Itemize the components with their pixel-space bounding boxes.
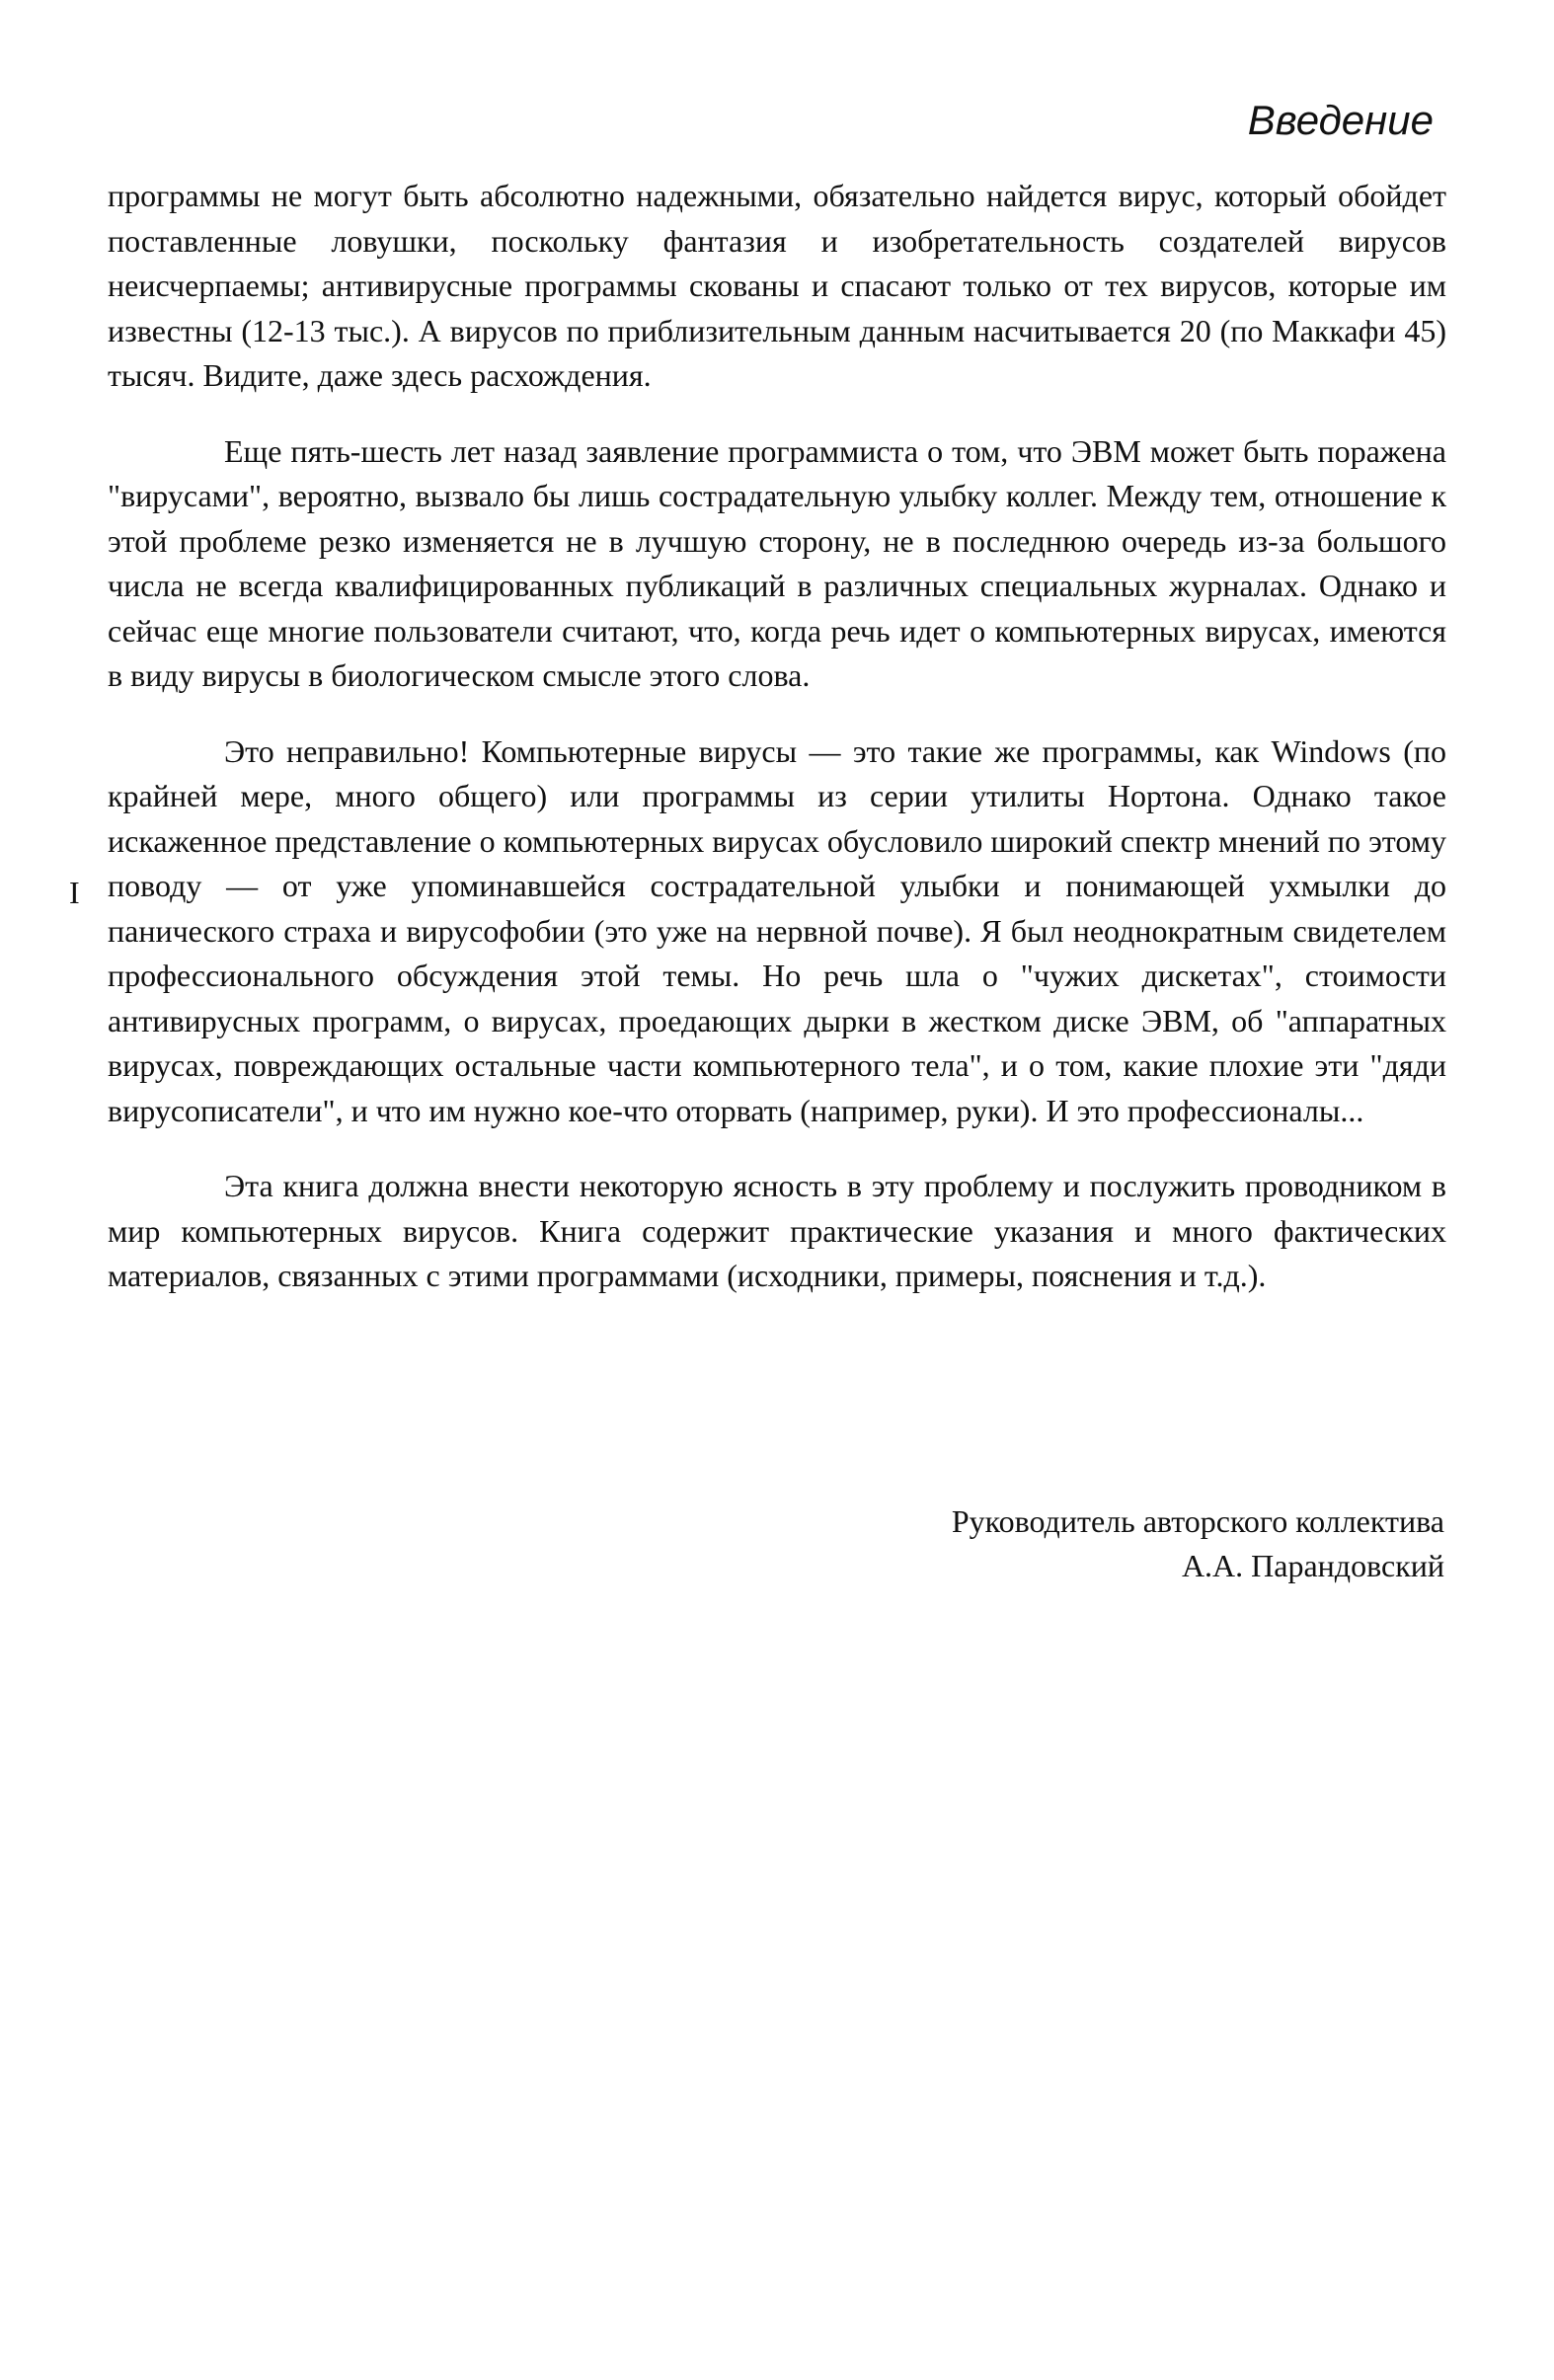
running-head-title: Введение: [1247, 97, 1434, 143]
paragraph-4: Эта книга должна внести некоторую ясность в эту проблему и послужить проводником в мир компьютерных вирусов. Книга содержит практические указания и много фактических материалов, связанных с этими программами (исходники, примеры, пояснения и т.д.).: [108, 1168, 1446, 1293]
paragraph-continuation: программы не могут быть абсолютно надежными, обязательно найдется вирус, который обойдет поставленные ловушки, поскольку фантазия и изобретательность создателей вирусов неисчерпаемы; антивирусные программы скованы и спасают только от тех вирусов, которые им известны (12-13 тыс.). А вирусов по приблизительным данным насчитывается 20 (по Маккафи 45) тысяч. Видите, даже здесь расхождения.: [108, 178, 1446, 393]
body-text: [108, 174, 1446, 1299]
paragraph-3: Это неправильно! Компьютерные вирусы — это такие же программы, как Windows (по крайней мере, много общего) или программы из серии утилиты Нортона. Однако такое искаженное представление о компьютерных вирусах обусловило широкий спектр мнений по этому поводу — от уже упоминавшейся сострадательной улыбки и понимающей ухмылки до панического страха и вирусофобии (это уже на нервной почве). Я был неоднократным свидетелем профессионального обсуждения этой темы. Но речь шла о "чужих дискетах", стоимости антивирусных программ, о вирусах, проедающих дырки в жестком диске ЭВМ, об "аппаратных вирусах, повреждающих остальные части компьютерного тела", и о том, какие плохие эти "дяди вирусописатели", и что им нужно кое-что оторвать (например, руки). И это профессионалы...: [108, 732, 1446, 1128]
signature-role: Руководитель авторского коллектива: [951, 1503, 1444, 1539]
signature-name: А.А. Парандовский: [1181, 1548, 1444, 1583]
signature-block: [952, 1499, 1444, 1588]
margin-mark: I: [69, 875, 80, 910]
paragraph-2: Еще пять-шесть лет назад заявление программиста о том, что ЭВМ может быть поражена "вирусами", вероятно, вызвало бы лишь сострадательную улыбку коллег. Между тем, отношение к этой проблеме резко изменяется не в лучшую сторону, не в последнюю очередь из-за большого числа не всегда квалифицированных публикаций в различных специальных журналах. Однако и сейчас еще многие пользователи считают, что, когда речь идет о компьютерных вирусах, имеются в виду вирусы в биологическом смысле этого слова.: [108, 432, 1446, 693]
